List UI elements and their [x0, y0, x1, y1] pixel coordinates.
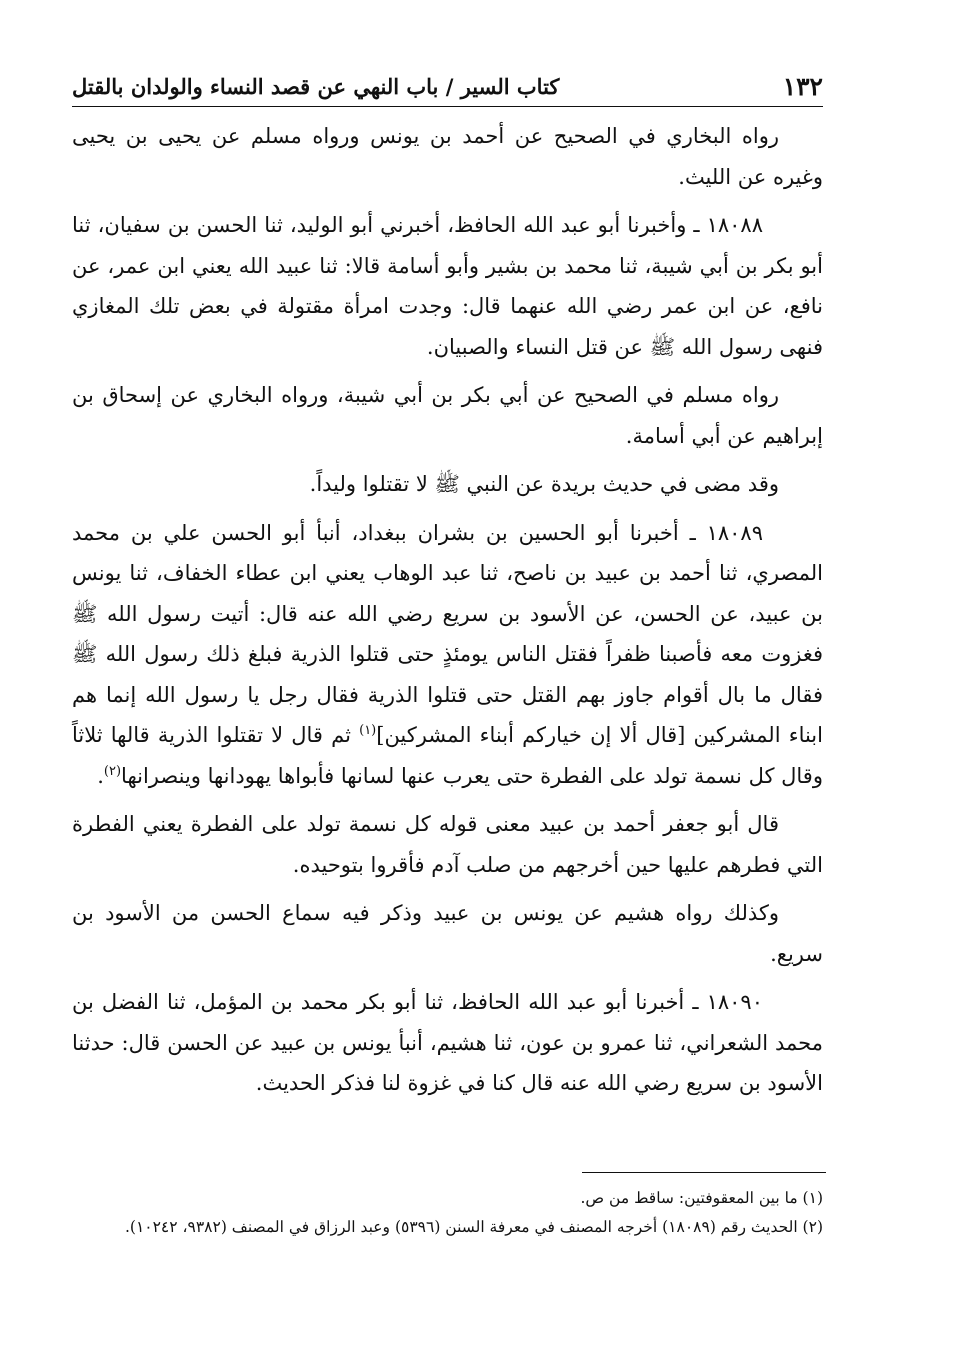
footnote-1: (١) ما بين المعقوفتين: ساقط من ص.: [580, 1189, 823, 1207]
footnote-ref-1[interactable]: (١): [359, 723, 377, 738]
hadith-18090: ١٨٠٩٠ ـ أخبرنا أبو عبد الله الحافظ، ثنا أبو بكر محمد بن المؤمل، ثنا الفضل بن محمد الشعراني، ثنا عمرو بن عون، ثنا هشيم، أنبأ يونس بن عبيد عن الحسن قال: حدثنا الأسود بن سريع رضي الله عنه قال كنا في غزوة لنا فذكر الحديث.: [72, 990, 823, 1095]
page-number: ١٣٢: [782, 71, 823, 101]
footnotes: [72, 1184, 823, 1242]
hadith-18089-text-1: ١٨٠٨٩ ـ أخبرنا أبو الحسين بن بشران ببغداد، أنبأ أبو الحسن علي بن محمد المصري، ثنا أحمد بن عبيد بن ناصح، ثنا عبد الوهاب يعني ابن عطاء الخفاف، ثنا يونس بن عبيد، عن الحسن، عن الأسود بن سريع رضي الله عنه قال: أتيت رسول الله ﷺ فغزوت معه فأصبنا ظفراً فقتل الناس يومئذٍ حتى قتلوا الذرية فبلغ ذلك رسول الله ﷺ فقال ما بال أقوام جاوز بهم القتل حتى قتلوا الذرية فقال رجل يا رسول الله إنما هم ابناء المشركين [قال ألا إن خياركم أبناء المشركين]: [72, 520, 823, 747]
hadith-18088: ١٨٠٨٨ ـ وأخبرنا أبو عبد الله الحافظ، أخبرني أبو الوليد، ثنا الحسن بن سفيان، ثنا أبو بكر بن أبي شيبة، ثنا محمد بن بشير وأبو أسامة قالا: ثنا عبيد الله يعني ابن عمر، عن نافع، عن ابن عمر رضي الله عنهما قال: وجدت امرأة مقتولة في بعض تلك المغازي فنهى رسول الله ﷺ عن قتل النساء والصبيان.: [72, 213, 823, 359]
paragraph-muslim: رواه مسلم في الصحيح عن أبي بكر بن أبي شيبة، ورواه البخاري عن إسحاق بن إبراهيم عن أبي أسامة.: [72, 383, 823, 448]
running-title: كتاب السير / باب النهي عن قصد النساء والولدان بالقتل: [72, 73, 560, 99]
footnote-separator: [582, 1172, 826, 1173]
footnote-2: (٢) الحديث رقم (١٨٠٨٩) أخرجه المصنف في معرفة السنن (٥٣٩٦) وعبد الرزاق في المصنف (٩٣٨٢، ١٠٢٤٢).: [124, 1218, 823, 1236]
paragraph-bukhari-1: رواه البخاري في الصحيح عن أحمد بن يونس ورواه مسلم عن يحيى بن يحيى وغيره عن الليث.: [72, 124, 823, 189]
page-header: [72, 66, 823, 107]
paragraph-buraida: وقد مضى في حديث بريدة عن النبي ﷺ لا تقتلوا وليداً.: [309, 472, 779, 496]
paragraph-abu-jafar: قال أبو جعفر أحمد بن عبيد معنى قوله كل نسمة تولد على الفطرة يعني الفطرة التي فطرهم عليها حين أخرجهم من صلب آدم فأقروا بتوحيده.: [72, 812, 823, 877]
hadith-18089: [72, 513, 823, 797]
paragraph-hushaym: وكذلك رواه هشيم عن يونس بن عبيد وذكر فيه سماع الحسن من الأسود بن سريع.: [72, 901, 823, 966]
hadith-18089-text-3: .: [97, 763, 104, 788]
main-text: [72, 116, 823, 1112]
footnote-ref-2[interactable]: (٢): [103, 763, 122, 779]
hadith-18089-text-2: ثم قال لا تقتلوا الذرية قالها ثلاثاً وقال كل نسمة تولد على الفطرة حتى يعرب عنها لسانها فأبواها يهودانها وينصرانها: [72, 723, 823, 788]
